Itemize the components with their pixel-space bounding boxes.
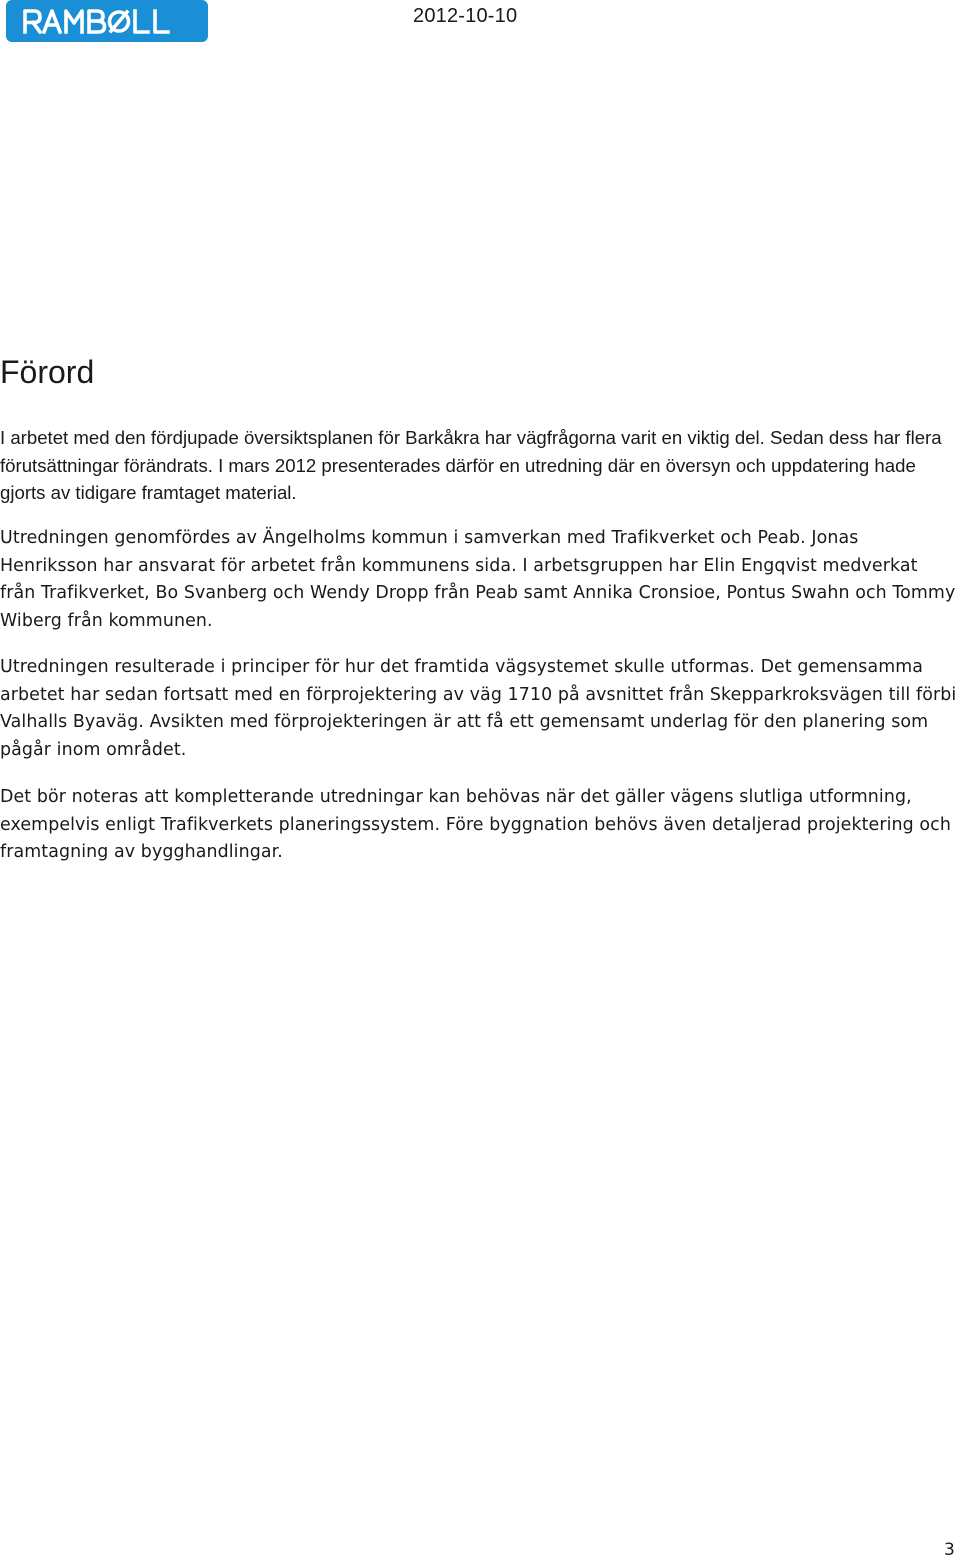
page-number: 3 — [944, 1540, 955, 1560]
section-heading: Förord — [0, 354, 95, 390]
ramboll-logo-wordmark — [22, 8, 192, 34]
paragraph-results: Utredningen resulterade i principer för hur det framtida vägsystemet skulle utformas. Det gemensamma arbetet har sedan fortsatt med en förprojektering av väg 1710 på avsnittet från Skepparkroksvägen till förbi Valhalls Byaväg. Avsikten med förprojekteringen är att få ett gemensamt underlag för den planering som pågår inom området. — [0, 657, 957, 761]
ramboll-logo — [6, 0, 208, 42]
paragraph-participants: Utredningen genomfördes av Ängelholms kommun i samverkan med Trafikverket och Peab. Jonas Henriksson har ansvarat för arbetet från kommunens sida. I arbetsgruppen har Elin Engqvist medverkat från Trafikverket, Bo Svanberg och Wendy Dropp från Peab samt Annika Cronsioe, Pontus Swahn och Tommy Wiberg från kommunen. — [0, 528, 956, 632]
paragraph-intro: I arbetet med den fördjupade översiktsplanen för Barkåkra har vägfrågorna varit en viktig del. Sedan dess har flera förutsättningar förändrats. I mars 2012 presenterades därför en utredning där en översyn och uppdatering hade gjorts av tidigare framtaget material. — [0, 427, 942, 504]
paragraph-notes: Det bör noteras att kompletterande utredningar kan behövas när det gäller vägens slutliga utformning, exempelvis enligt Trafikverkets planeringssystem. Före byggnation behövs även detaljerad projektering och framtagning av bygghandlingar. — [0, 787, 951, 863]
document-date: 2012-10-10 — [413, 5, 518, 27]
